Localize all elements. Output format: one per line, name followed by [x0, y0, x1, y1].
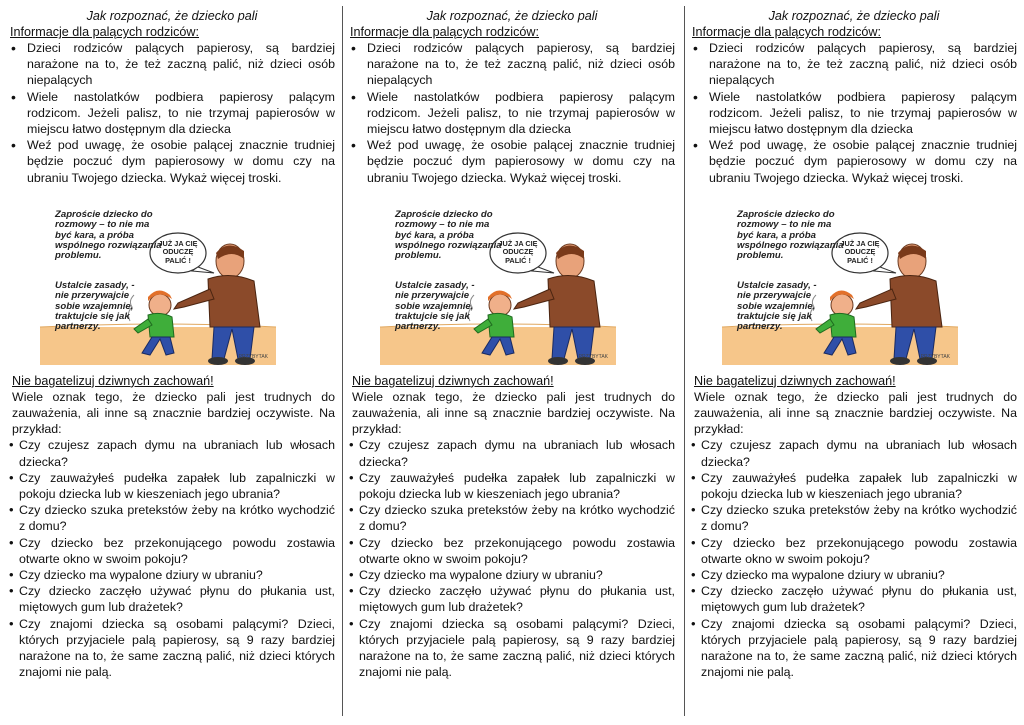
leaflet-subtitle: Informacje dla palących rodziców: [692, 25, 881, 39]
caption-set-rules: Ustalcie zasady, - nie przerywajcie sobie wzajemnie, traktujcie się jak partnerzy. [737, 279, 817, 333]
section-paragraph: Wiele oznak tego, że dziecko pali jest trudnych do zauważenia, ali inne są znacznie bardziej oczywiste. Na przykład: [12, 389, 335, 437]
question-item: • Czy czujesz zapach dymu na ubraniach lub włosach dziecka? [9, 437, 335, 469]
section-heading: Nie bagatelizuj dziwnych zachowań! [352, 373, 554, 388]
leaflet-title: Jak rozpoznać, że dziecko pali [768, 9, 940, 23]
question-item: • Czy dziecko ma wypalone dziury w ubraniu? [349, 567, 675, 583]
question-item: • Czy dziecko zaczęło używać płynu do płukania ust, miętowych gum lub drażetek? [9, 583, 335, 615]
leaflet-title: Jak rozpoznać, że dziecko pali [426, 9, 598, 23]
question-item: • Czy zauważyłeś pudełka zapałek lub zapalniczki w pokoju dziecka lub w kieszeniach jego ubrania? [9, 470, 335, 502]
section-heading: Nie bagatelizuj dziwnych zachowań! [694, 373, 896, 388]
speech-bubble-text: JUŻ JA CIĘ ODUCZĘ PALIĆ ! [498, 238, 538, 266]
question-item: • Czy zauważyłeś pudełka zapałek lub zapalniczki w pokoju dziecka lub w kieszeniach jego ubrania? [691, 470, 1017, 502]
leaflet-subtitle: Informacje dla palących rodziców: [350, 25, 539, 39]
intro-bullet: • Wiele nastolatków podbiera papierosy palącym rodzicom. Jeżeli palisz, to nie trzymaj papierosów w miejscu łatwo dostępnym dla dziecka [691, 89, 1017, 138]
caption-invite-talk: Zaproście dziecko do rozmowy – to nie ma być kara, a próba wspólnego rozwiązania problemu. [55, 208, 162, 262]
question-item: • Czy dziecko zaczęło używać płynu do płukania ust, miętowych gum lub drażetek? [691, 583, 1017, 615]
caption-set-rules: Ustalcie zasady, - nie przerywajcie sobie wzajemnie, traktujcie się jak partnerzy. [55, 279, 135, 333]
cartoon-illustration [38, 209, 278, 365]
question-item: • Czy dziecko bez przekonującego powodu zostawia otwarte okno w swoim pokoju? [349, 535, 675, 567]
section-heading: Nie bagatelizuj dziwnych zachowań! [12, 373, 214, 388]
question-list [691, 437, 1017, 680]
question-item: • Czy zauważyłeś pudełka zapałek lub zapalniczki w pokoju dziecka lub w kieszeniach jego ubrania? [349, 470, 675, 502]
leaflet-title: Jak rozpoznać, że dziecko pali [86, 9, 258, 23]
caption-invite-talk: Zaproście dziecko do rozmowy – to nie ma być kara, a próba wspólnego rozwiązania problemu. [395, 208, 502, 262]
artist-signature: PRZYBYTAK [238, 353, 268, 360]
question-item: • Czy znajomi dziecka są osobami palącymi? Dzieci, których przyjaciele palą papierosy, są 9 razy bardziej narażone na to, że same zaczną palić, niż dzieci których znajomi nie palą. [349, 616, 675, 681]
intro-bullet: • Weź pod uwagę, że osobie palącej znacznie trudniej będzie poczuć dym papierosowy w domu czy na ubraniu Twojego dziecka. Wykaż więcej troski. [349, 137, 675, 186]
question-item: • Czy dziecko zaczęło używać płynu do płukania ust, miętowych gum lub drażetek? [349, 583, 675, 615]
column-divider [342, 6, 343, 716]
section-paragraph: Wiele oznak tego, że dziecko pali jest trudnych do zauważenia, ali inne są znacznie bardziej oczywiste. Na przykład: [352, 389, 675, 437]
intro-bullet: • Dzieci rodziców palących papierosy, są bardziej narażone na to, że też zaczną palić, niż dzieci osób niepalących [691, 40, 1017, 89]
question-item: • Czy dziecko ma wypalone dziury w ubraniu? [9, 567, 335, 583]
cartoon-illustration [720, 209, 960, 365]
question-list [9, 437, 335, 680]
leaflet-subtitle: Informacje dla palących rodziców: [10, 25, 199, 39]
artist-signature: PRZYBYTAK [578, 353, 608, 360]
question-item: • Czy czujesz zapach dymu na ubraniach lub włosach dziecka? [691, 437, 1017, 469]
speech-bubble-text: JUŻ JA CIĘ ODUCZĘ PALIĆ ! [158, 238, 198, 266]
question-item: • Czy dziecko bez przekonującego powodu zostawia otwarte okno w swoim pokoju? [691, 535, 1017, 567]
question-list [349, 437, 675, 680]
intro-bullet-list [691, 40, 1017, 186]
intro-bullet: • Weź pod uwagę, że osobie palącej znacznie trudniej będzie poczuć dym papierosowy w domu czy na ubraniu Twojego dziecka. Wykaż więcej troski. [691, 137, 1017, 186]
intro-bullet: • Dzieci rodziców palących papierosy, są bardziej narażone na to, że też zaczną palić, niż dzieci osób niepalących [349, 40, 675, 89]
question-item: • Czy znajomi dziecka są osobami palącymi? Dzieci, których przyjaciele palą papierosy, są 9 razy bardziej narażone na to, że same zaczną palić, niż dzieci których znajomi nie palą. [691, 616, 1017, 681]
intro-bullet: • Weź pod uwagę, że osobie palącej znacznie trudniej będzie poczuć dym papierosowy w domu czy na ubraniu Twojego dziecka. Wykaż więcej troski. [9, 137, 335, 186]
caption-invite-talk: Zaproście dziecko do rozmowy – to nie ma być kara, a próba wspólnego rozwiązania problemu. [737, 208, 844, 262]
leaflet-column [9, 8, 335, 716]
intro-bullet-list [9, 40, 335, 186]
section-paragraph: Wiele oznak tego, że dziecko pali jest trudnych do zauważenia, ali inne są znacznie bardziej oczywiste. Na przykład: [694, 389, 1017, 437]
intro-bullet: • Wiele nastolatków podbiera papierosy palącym rodzicom. Jeżeli palisz, to nie trzymaj papierosów w miejscu łatwo dostępnym dla dziecka [349, 89, 675, 138]
artist-signature: PRZYBYTAK [920, 353, 950, 360]
column-divider [684, 6, 685, 716]
speech-bubble-text: JUŻ JA CIĘ ODUCZĘ PALIĆ ! [840, 238, 880, 266]
intro-bullet: • Wiele nastolatków podbiera papierosy palącym rodzicom. Jeżeli palisz, to nie trzymaj papierosów w miejscu łatwo dostępnym dla dziecka [9, 89, 335, 138]
question-item: • Czy dziecko szuka pretekstów żeby na krótko wychodzić z domu? [691, 502, 1017, 534]
leaflet-column [349, 8, 675, 716]
question-item: • Czy dziecko bez przekonującego powodu zostawia otwarte okno w swoim pokoju? [9, 535, 335, 567]
caption-set-rules: Ustalcie zasady, - nie przerywajcie sobie wzajemnie, traktujcie się jak partnerzy. [395, 279, 475, 333]
question-item: • Czy dziecko ma wypalone dziury w ubraniu? [691, 567, 1017, 583]
intro-bullet-list [349, 40, 675, 186]
question-item: • Czy czujesz zapach dymu na ubraniach lub włosach dziecka? [349, 437, 675, 469]
question-item: • Czy dziecko szuka pretekstów żeby na krótko wychodzić z domu? [349, 502, 675, 534]
question-item: • Czy dziecko szuka pretekstów żeby na krótko wychodzić z domu? [9, 502, 335, 534]
intro-bullet: • Dzieci rodziców palących papierosy, są bardziej narażone na to, że też zaczną palić, niż dzieci osób niepalących [9, 40, 335, 89]
cartoon-illustration [378, 209, 618, 365]
question-item: • Czy znajomi dziecka są osobami palącymi? Dzieci, których przyjaciele palą papierosy, są 9 razy bardziej narażone na to, że same zaczną palić, niż dzieci których znajomi nie palą. [9, 616, 335, 681]
leaflet-column [691, 8, 1017, 716]
